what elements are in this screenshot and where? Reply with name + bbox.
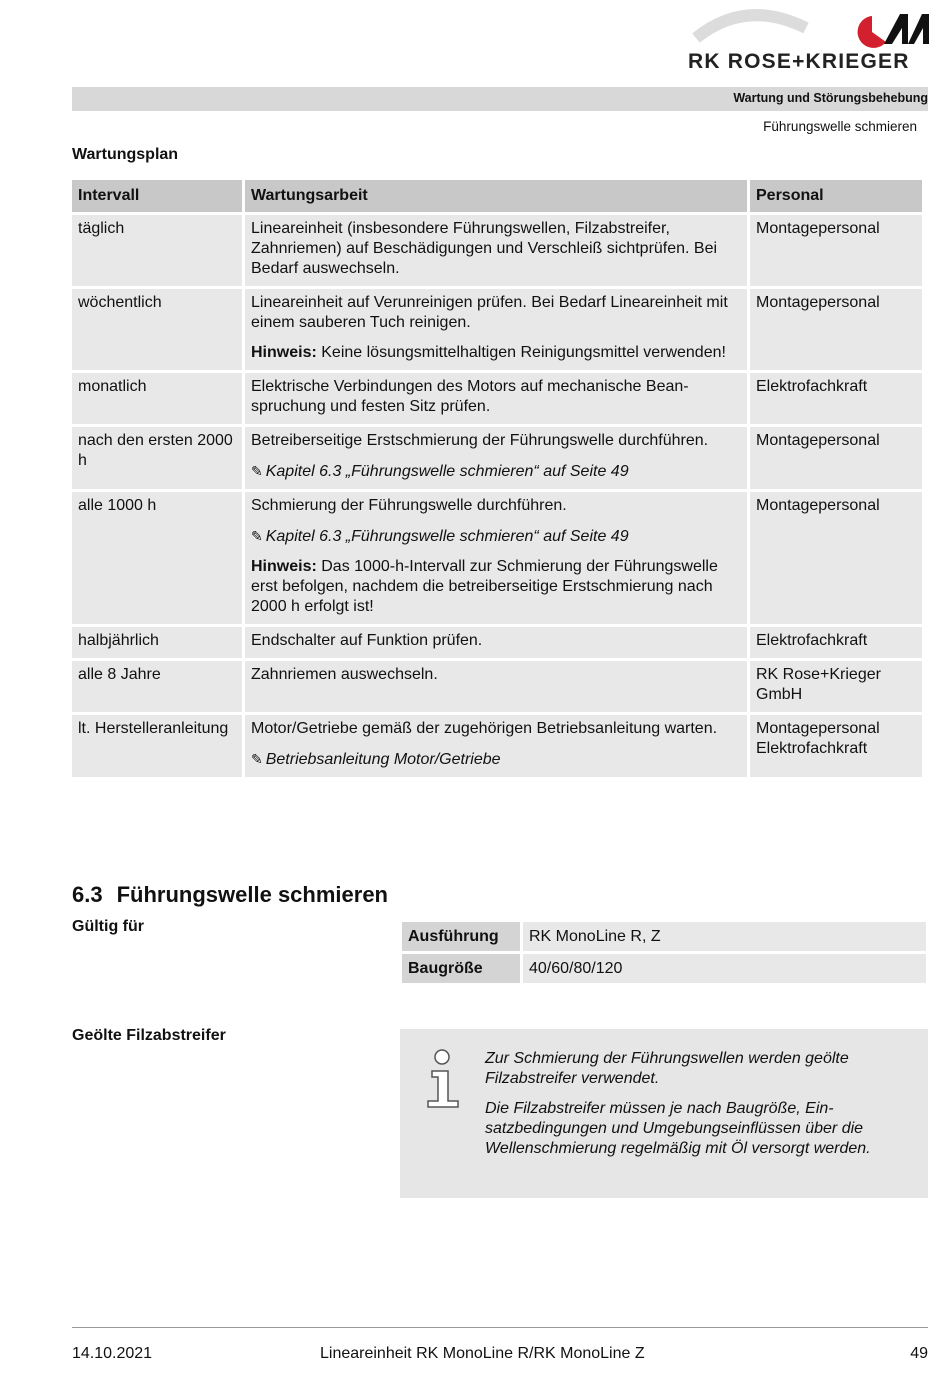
section-heading (72, 882, 388, 908)
cross-reference-icon: ✎ (251, 751, 263, 767)
table-row (72, 373, 922, 424)
cross-reference-link[interactable] (251, 526, 741, 547)
work-text: Endschalter auf Funktion prüfen. (251, 632, 483, 649)
work-cell (245, 289, 747, 370)
footer-date: 14.10.2021 (72, 1345, 153, 1362)
personnel-cell: Montagepersonal Elektrofachkraft (750, 715, 922, 777)
cross-reference-icon: ✎ (251, 528, 263, 544)
xref-text[interactable]: Kapitel 6.3 „Führungswelle schmieren“ auf Seite 49 (265, 463, 629, 480)
personnel-cell: Montagepersonal (750, 492, 922, 624)
column-header: Intervall (72, 180, 242, 212)
table-row (72, 289, 922, 370)
info-text (485, 1049, 905, 1169)
personnel-cell: Montagepersonal (750, 289, 922, 370)
xref-text[interactable]: Kapitel 6.3 „Führungswelle schmieren“ auf Seite 49 (265, 528, 629, 545)
work-text: Lineareinheit auf Verunreinigen prüfen. Bei Bedarf Lineareinheit mit einem sauberen Tuch reinigen. (251, 294, 728, 331)
validity-table (399, 919, 929, 986)
work-text: Lineareinheit (insbesondere Führungswellen, Filzabstreifer, Zahnriemen) auf Beschädigungen und Verschleiß sichtprüfen. Bei Bedarf auswechseln. (251, 220, 718, 277)
info-paragraph: Zur Schmierung der Führungswellen werden geölte Filzabstreifer verwendet. (485, 1050, 849, 1087)
table-row (402, 922, 926, 951)
table-row (72, 492, 922, 624)
work-text: Betreiberseitige Erstschmierung der Führungswelle durchführen. (251, 432, 709, 449)
work-cell (245, 427, 747, 489)
personnel-cell: Elektrofachkraft (750, 627, 922, 658)
oil-heading: Geölte Filzabstreifer (72, 1027, 226, 1044)
work-text: Motor/Getriebe gemäß der zugehörigen Betriebsanleitung warten. (251, 720, 718, 737)
chapter-title: Wartung und Störungsbehebung (733, 91, 928, 105)
plan-heading: Wartungsplan (72, 146, 179, 163)
validity-value: 40/60/80/120 (523, 954, 926, 983)
work-cell (245, 661, 747, 712)
note-label: Hinweis: (251, 344, 317, 361)
work-cell (245, 215, 747, 286)
work-text: Schmierung der Führungswelle durchführen. (251, 497, 567, 514)
footer-title: Lineareinheit RK MonoLine R/RK MonoLine Z (320, 1345, 645, 1362)
work-cell (245, 492, 747, 624)
table-row (72, 661, 922, 712)
page-number: 49 (910, 1345, 928, 1362)
section-number: 6.3 (72, 882, 103, 907)
table-header-row (72, 180, 922, 212)
interval-cell: alle 1000 h (72, 492, 242, 624)
work-text: Zahnriemen auswechseln. (251, 666, 438, 683)
table-row (72, 427, 922, 489)
work-cell (245, 715, 747, 777)
validity-value: RK MonoLine R, Z (523, 922, 926, 951)
table-row (72, 715, 922, 777)
personnel-cell: Montagepersonal (750, 427, 922, 489)
maintenance-table (69, 177, 925, 780)
interval-cell: alle 8 Jahre (72, 661, 242, 712)
validity-key: Baugröße (402, 954, 520, 983)
table-row (72, 627, 922, 658)
work-text: Elektrische Verbindungen des Motors auf mechanische Beanspruchung und festen Sitz prüfen. (251, 378, 689, 415)
subsection-title: Führungswelle schmieren (763, 119, 917, 134)
interval-cell: wöchentlich (72, 289, 242, 370)
cross-reference-link[interactable] (251, 461, 741, 482)
column-header: Personal (750, 180, 922, 212)
info-paragraph: Die Filzabstreifer müssen je nach Baugröße, Einsatzbedingungen und Umgebungseinflüssen über die Wellenschmierung regelmäßig mit Öl versorgt werden. (485, 1100, 871, 1157)
logo-text: RK ROSE+KRIEGER (688, 50, 910, 73)
validity-key: Ausführung (402, 922, 520, 951)
interval-cell: lt. Herstelleranleitung (72, 715, 242, 777)
table-row (402, 954, 926, 983)
xref-text[interactable]: Betriebsanleitung Motor/Getriebe (265, 751, 501, 768)
cross-reference-link[interactable] (251, 749, 741, 770)
footer-divider (72, 1327, 928, 1328)
interval-cell: monatlich (72, 373, 242, 424)
personnel-cell: Montagepersonal (750, 215, 922, 286)
note-text: Keine lösungsmittelhaltigen Reinigungsmittel verwenden! (321, 344, 726, 361)
cross-reference-icon: ✎ (251, 463, 263, 479)
info-icon (424, 1047, 464, 1111)
personnel-cell: RK Rose+Krieger GmbH (750, 661, 922, 712)
work-cell (245, 627, 747, 658)
valid-heading: Gültig für (72, 918, 144, 935)
note (251, 557, 741, 617)
note-text: Das 1000-h-Intervall zur Schmierung der Führungswelle erst befolgen, nachdem die betreiberseitige Erstschmierung nach 2000 h erfolgt ist! (251, 558, 718, 615)
work-cell (245, 373, 747, 424)
section-title: Führungswelle schmieren (116, 882, 388, 907)
note-label: Hinweis: (251, 558, 317, 575)
note (251, 343, 741, 363)
interval-cell: nach den ersten 2000 h (72, 427, 242, 489)
interval-cell: halbjährlich (72, 627, 242, 658)
personnel-cell: Elektrofachkraft (750, 373, 922, 424)
column-header: Wartungsarbeit (245, 180, 747, 212)
interval-cell: täglich (72, 215, 242, 286)
table-row (72, 215, 922, 286)
